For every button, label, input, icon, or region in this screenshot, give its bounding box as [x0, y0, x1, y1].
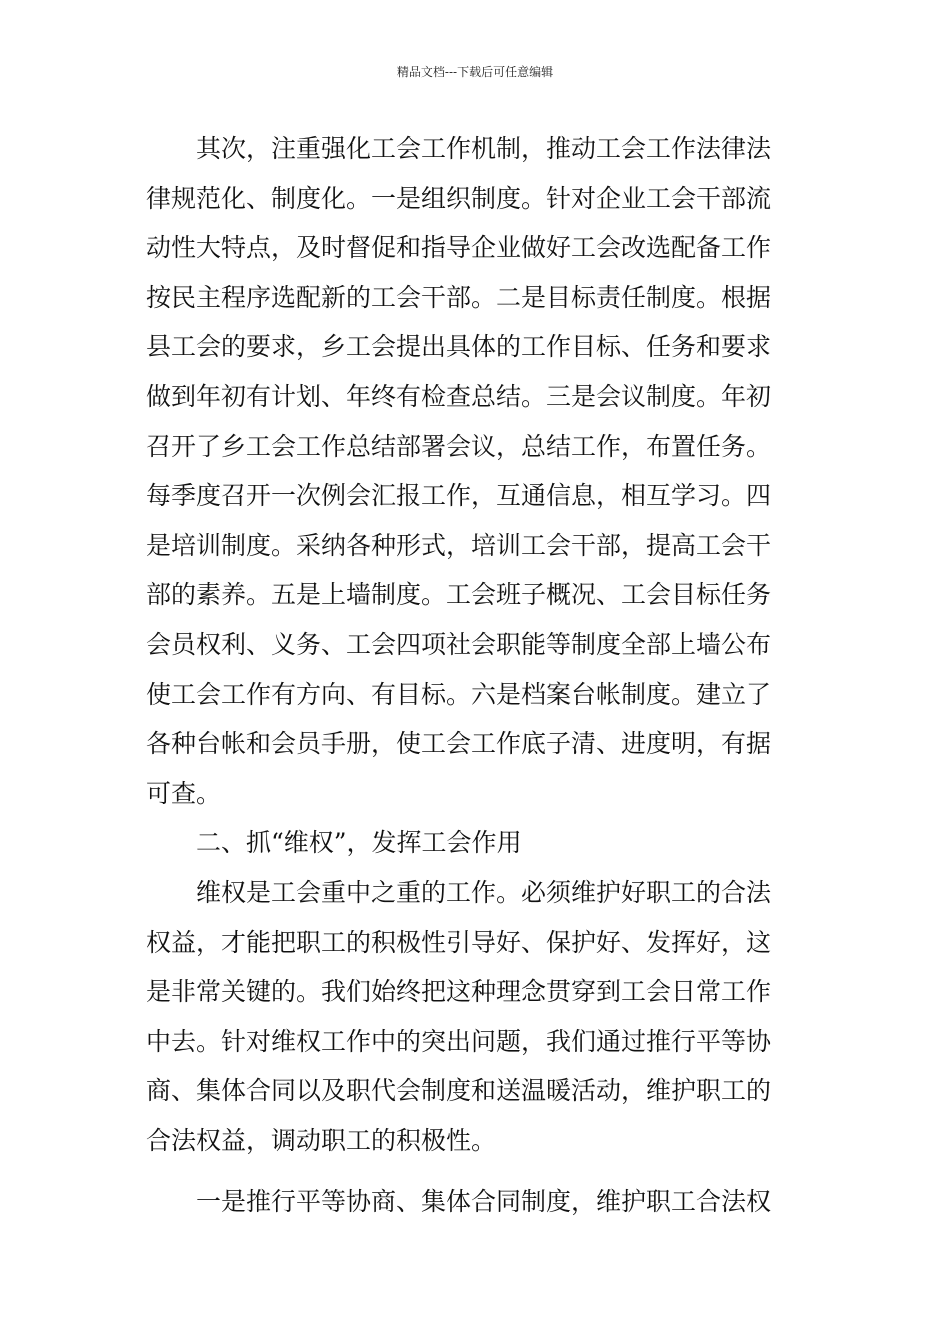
paragraph-line: 做到年初有计划、年终有检查总结。三是会议制度。年初	[146, 381, 772, 411]
paragraph-line: 按民主程序选配新的工会干部。二是目标责任制度。根据	[146, 282, 772, 312]
paragraph-line: 动性大特点，及时督促和指导企业做好工会改选配备工作	[146, 233, 772, 263]
paragraph-line: 律规范化、制度化。一是组织制度。针对企业工会干部流	[146, 183, 772, 213]
paragraph-line: 各种台帐和会员手册，使工会工作底子清、进度明，有据	[146, 729, 772, 759]
page-header: 精品文档---下载后可任意编辑	[396, 65, 554, 79]
paragraph-line: 维权是工会重中之重的工作。必须维护好职工的合法	[196, 877, 772, 907]
paragraph-line: 合法权益，调动职工的积极性。	[146, 1125, 497, 1155]
paragraph-line: 部的素养。五是上墙制度。工会班子概况、工会目标任务	[146, 580, 772, 610]
paragraph-line: 一是推行平等协商、集体合同制度，维护职工合法权	[196, 1187, 772, 1217]
paragraph-line: 县工会的要求，乡工会提出具体的工作目标、任务和要求	[146, 332, 772, 362]
paragraph-line: 是培训制度。采纳各种形式，培训工会干部，提高工会干	[146, 530, 772, 560]
document-body	[146, 124, 806, 1227]
paragraph-line: 会员权利、义务、工会四项社会职能等制度全部上墙公布	[146, 629, 772, 659]
paragraph-line: 使工会工作有方向、有目标。六是档案台帐制度。建立了	[146, 679, 772, 709]
paragraph-line: 权益，才能把职工的积极性引导好、保护好、发挥好，这	[146, 927, 772, 957]
paragraph-line: 是非常关键的。我们始终把这种理念贯穿到工会日常工作	[146, 977, 772, 1007]
paragraph-line: 其次，注重强化工会工作机制，推动工会工作法律法	[196, 134, 772, 163]
paragraph-line: 商、集体合同以及职代会制度和送温暖活动，维护职工的	[146, 1076, 772, 1106]
paragraph-line: 中去。针对维权工作中的突出问题，我们通过推行平等协	[146, 1026, 772, 1056]
paragraph-line: 每季度召开一次例会汇报工作，互通信息，相互学习。四	[146, 481, 772, 511]
paragraph-line: 可查。	[146, 778, 222, 808]
paragraph-gap	[146, 1165, 806, 1177]
section-heading: 二、抓“维权”，发挥工会作用	[196, 828, 522, 858]
paragraph-line: 召开了乡工会工作总结部署会议，总结工作，布置任务。	[146, 431, 772, 461]
